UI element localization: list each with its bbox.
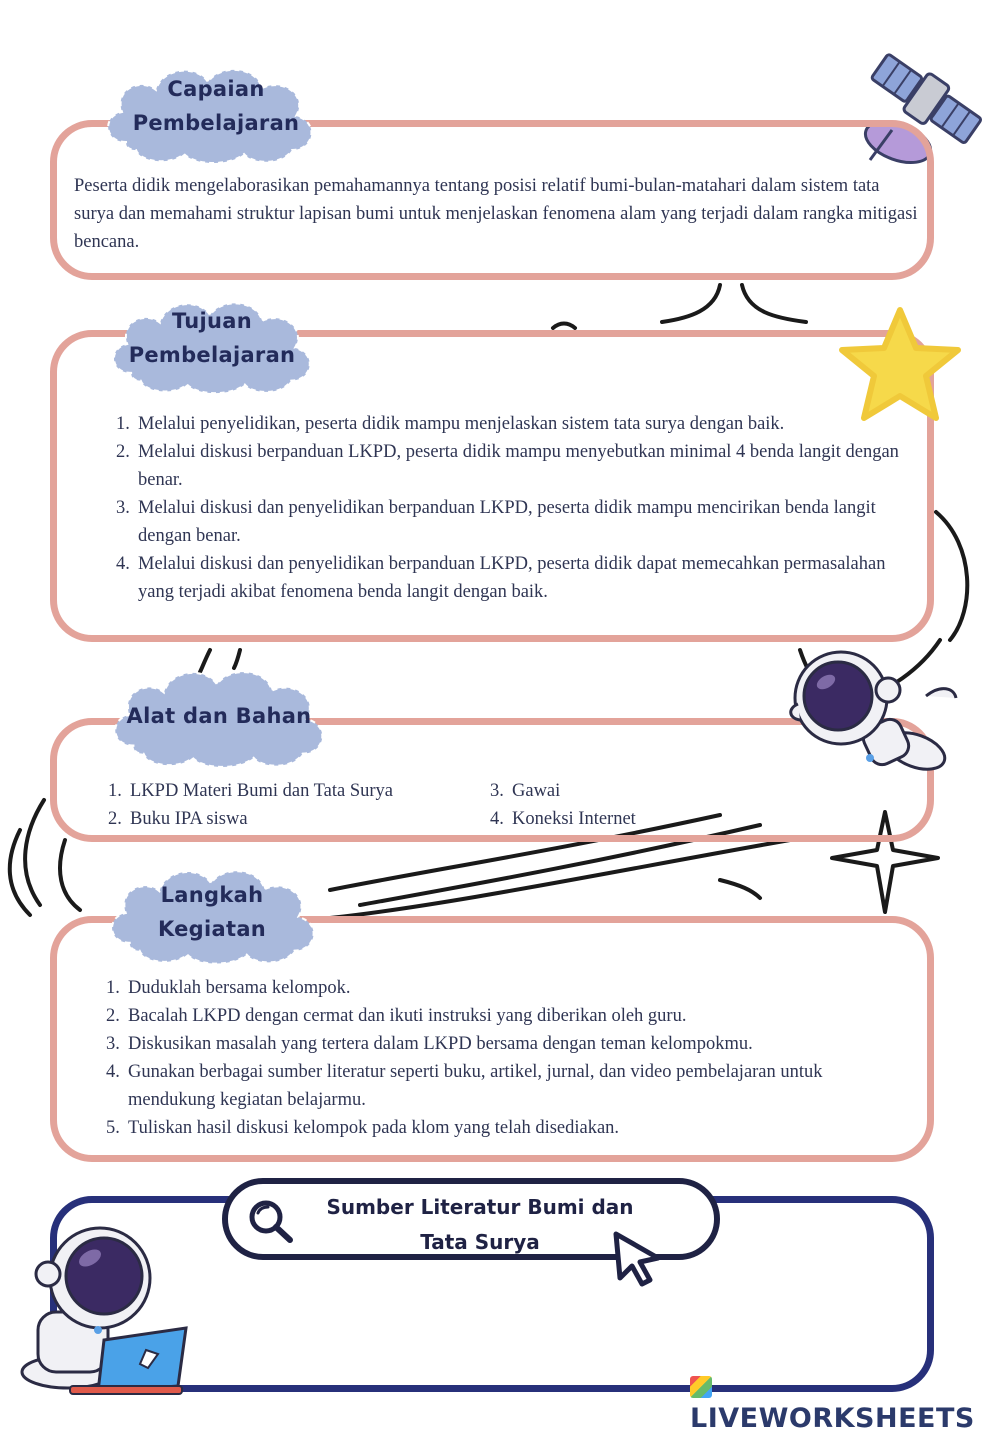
list-item: 2. Buku IPA siswa bbox=[108, 809, 248, 829]
langkah-title bbox=[112, 878, 312, 946]
list-item: 2. Melalui diskusi berpanduan LKPD, peserta didik mampu menyebutkan minimal 4 benda langit dengan benar. bbox=[116, 442, 899, 490]
list-item: 3. Melalui diskusi dan penyelidikan berpanduan LKPD, peserta didik mampu mencirikan benda langit dengan benar. bbox=[116, 498, 876, 546]
list-item: 5. Tuliskan hasil diskusi kelompok pada klom yang telah disediakan. bbox=[106, 1118, 620, 1138]
alat-title: Alat dan Bahan bbox=[126, 704, 312, 728]
capaian-title-line1: Capaian bbox=[167, 77, 265, 101]
tujuan-title bbox=[112, 304, 312, 372]
list-item: 1. Duduklah bersama kelompok. bbox=[106, 978, 351, 998]
list-item: 4. Melalui diskusi dan penyelidikan berpanduan LKPD, peserta didik dapat memecahkan permasalahan yang terjadi akibat fenomena benda langit dengan baik. bbox=[116, 554, 886, 602]
astronaut-laptop-icon bbox=[8, 1222, 198, 1398]
list-item: 2. Bacalah LKPD dengan cermat dan ikuti instruksi yang diberikan oleh guru. bbox=[106, 1006, 687, 1026]
list-item: 4. Koneksi Internet bbox=[490, 809, 636, 829]
alat-list-left bbox=[108, 777, 468, 833]
list-item: 3. Gawai bbox=[490, 781, 561, 801]
capaian-title bbox=[116, 72, 316, 140]
langkah-title-line2: Kegiatan bbox=[157, 917, 267, 941]
liveworksheets-watermark: LIVEWORKSHEETS bbox=[690, 1372, 1000, 1434]
list-item: 1. Melalui penyelidikan, peserta didik mampu menjelaskan sistem tata surya dengan baik. bbox=[116, 414, 785, 434]
tujuan-title-line2: Pembelajaran bbox=[128, 343, 296, 367]
list-item: 3. Diskusikan masalah yang tertera dalam LKPD bersama dengan teman kelompokmu. bbox=[106, 1034, 753, 1054]
list-item: 1. LKPD Materi Bumi dan Tata Surya bbox=[108, 781, 393, 801]
star-icon bbox=[836, 304, 964, 426]
liveworksheets-logo-badge bbox=[690, 1376, 712, 1398]
sumber-title-line1: Sumber Literatur Bumi dan bbox=[326, 1195, 634, 1219]
langkah-title-line1: Langkah bbox=[160, 883, 264, 907]
astronaut-icon bbox=[786, 636, 966, 786]
sumber-title-line2: Tata Surya bbox=[420, 1230, 540, 1254]
tujuan-title-line1: Tujuan bbox=[171, 309, 253, 333]
capaian-text: Peserta didik mengelaborasikan pemahamannya tentang posisi relatif bumi-bulan-matahari dalam sistem tata surya dan memahami struktur lapisan bumi untuk menjelaskan fenomena alam yang terjadi dalam rangka mitigasi bencana. bbox=[74, 176, 918, 252]
tujuan-list bbox=[116, 410, 906, 606]
langkah-list bbox=[106, 974, 906, 1142]
cursor-icon bbox=[606, 1228, 666, 1288]
capaian-title-line2: Pembelajaran bbox=[132, 111, 300, 135]
list-item: 4. Gunakan berbagai sumber literatur seperti buku, artikel, jurnal, dan video pembelajaran untuk mendukung kegiatan belajarmu. bbox=[106, 1062, 823, 1110]
search-icon bbox=[244, 1196, 298, 1246]
alat-list-right bbox=[490, 777, 790, 833]
